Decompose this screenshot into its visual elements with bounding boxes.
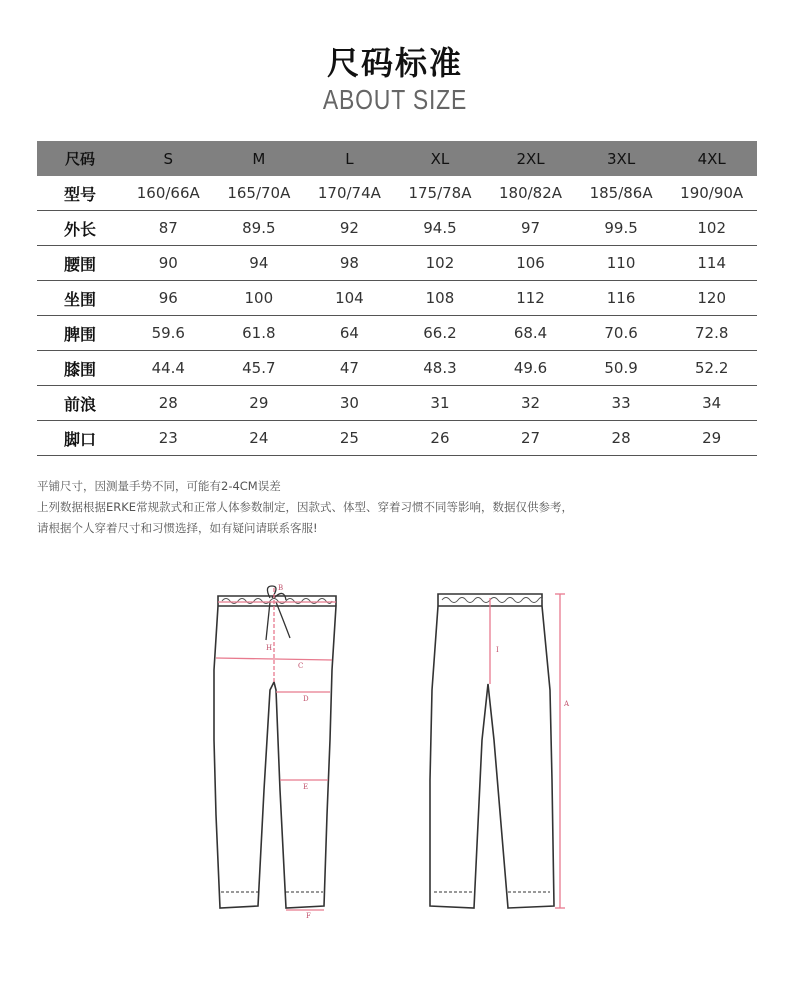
label-i: I [496,646,499,654]
row-label: 膝围 [37,351,123,386]
table-cell: 185/86A [576,176,667,211]
table-cell: 180/82A [485,176,576,211]
table-cell: 94.5 [395,211,486,246]
table-cell: 44.4 [123,351,214,386]
table-cell: 23 [123,421,214,456]
table-row [37,421,757,456]
table-cell: 66.2 [395,316,486,351]
label-b: B [278,584,284,592]
table-cell: 34 [666,386,757,421]
table-cell: 102 [666,211,757,246]
note-line: 上列数据根据ERKE常规款式和正常人体参数制定，因款式、体型、穿着习惯不同等影响，数据仅供参考， [37,500,574,514]
header-cell-size: 2XL [485,141,576,176]
table-row [37,386,757,421]
table-cell: 104 [304,281,395,316]
table-cell: 24 [214,421,305,456]
note-line: 请根据个人穿着尺寸和习惯选择，如有疑问请联系客服! [37,521,318,535]
label-a: A [564,700,570,708]
size-table [37,141,757,456]
table-cell: 48.3 [395,351,486,386]
table-row [37,281,757,316]
table-cell: 72.8 [666,316,757,351]
header-cell-size: 3XL [576,141,667,176]
header-cell-size: XL [395,141,486,176]
table-cell: 90 [123,246,214,281]
table-cell: 112 [485,281,576,316]
row-label: 前浪 [37,386,123,421]
table-row [37,246,757,281]
front-pants-outline [214,596,336,908]
table-cell: 175/78A [395,176,486,211]
table-cell: 102 [395,246,486,281]
row-label: 脚口 [37,421,123,456]
table-cell: 32 [485,386,576,421]
table-cell: 64 [304,316,395,351]
table-cell: 61.8 [214,316,305,351]
table-cell: 29 [214,386,305,421]
label-c: C [298,662,304,670]
row-label: 坐围 [37,281,123,316]
table-cell: 29 [666,421,757,456]
table-cell: 96 [123,281,214,316]
table-cell: 45.7 [214,351,305,386]
header-cell-size: L [304,141,395,176]
header-cell-size: S [123,141,214,176]
table-cell: 97 [485,211,576,246]
table-cell: 120 [666,281,757,316]
table-row [37,316,757,351]
page-subtitle: ABOUT SIZE [322,84,468,115]
label-d: D [303,695,309,703]
table-cell: 110 [576,246,667,281]
table-cell: 100 [214,281,305,316]
table-cell: 190/90A [666,176,757,211]
note-line: 平铺尺寸，因测量手势不同，可能有2-4CM误差 [37,479,281,493]
page-title: 尺码标准 [326,44,463,82]
drawstring [266,586,290,640]
table-cell: 99.5 [576,211,667,246]
table-cell: 114 [666,246,757,281]
table-row [37,351,757,386]
size-notes [37,476,757,539]
table-cell: 28 [123,386,214,421]
table-cell: 68.4 [485,316,576,351]
table-cell: 165/70A [214,176,305,211]
table-cell: 52.2 [666,351,757,386]
header-cell-size: 4XL [666,141,757,176]
table-cell: 160/66A [123,176,214,211]
header-cell-size: M [214,141,305,176]
table-cell: 89.5 [214,211,305,246]
table-cell: 25 [304,421,395,456]
back-pants-outline [430,594,554,908]
table-row [37,176,757,211]
table-cell: 106 [485,246,576,281]
table-cell: 47 [304,351,395,386]
label-e: E [303,783,309,791]
size-header-row [37,141,757,176]
row-label: 脾围 [37,316,123,351]
pants-measurement-diagram [190,580,590,920]
row-label: 腰围 [37,246,123,281]
label-f: F [306,912,311,920]
table-cell: 31 [395,386,486,421]
table-cell: 27 [485,421,576,456]
row-label: 型号 [37,176,123,211]
back-waistband-pattern [442,598,542,603]
header-cell-label: 尺码 [37,141,123,176]
table-cell: 92 [304,211,395,246]
table-cell: 28 [576,421,667,456]
front-measure-lines [216,588,336,910]
table-cell: 26 [395,421,486,456]
table-cell: 94 [214,246,305,281]
table-row [37,211,757,246]
table-cell: 59.6 [123,316,214,351]
table-cell: 49.6 [485,351,576,386]
table-cell: 30 [304,386,395,421]
table-cell: 50.9 [576,351,667,386]
back-measure-labels [496,646,570,708]
table-cell: 108 [395,281,486,316]
table-cell: 70.6 [576,316,667,351]
table-cell: 87 [123,211,214,246]
label-h: H [266,644,273,652]
row-label: 外长 [37,211,123,246]
table-cell: 116 [576,281,667,316]
table-cell: 98 [304,246,395,281]
table-cell: 170/74A [304,176,395,211]
table-cell: 33 [576,386,667,421]
